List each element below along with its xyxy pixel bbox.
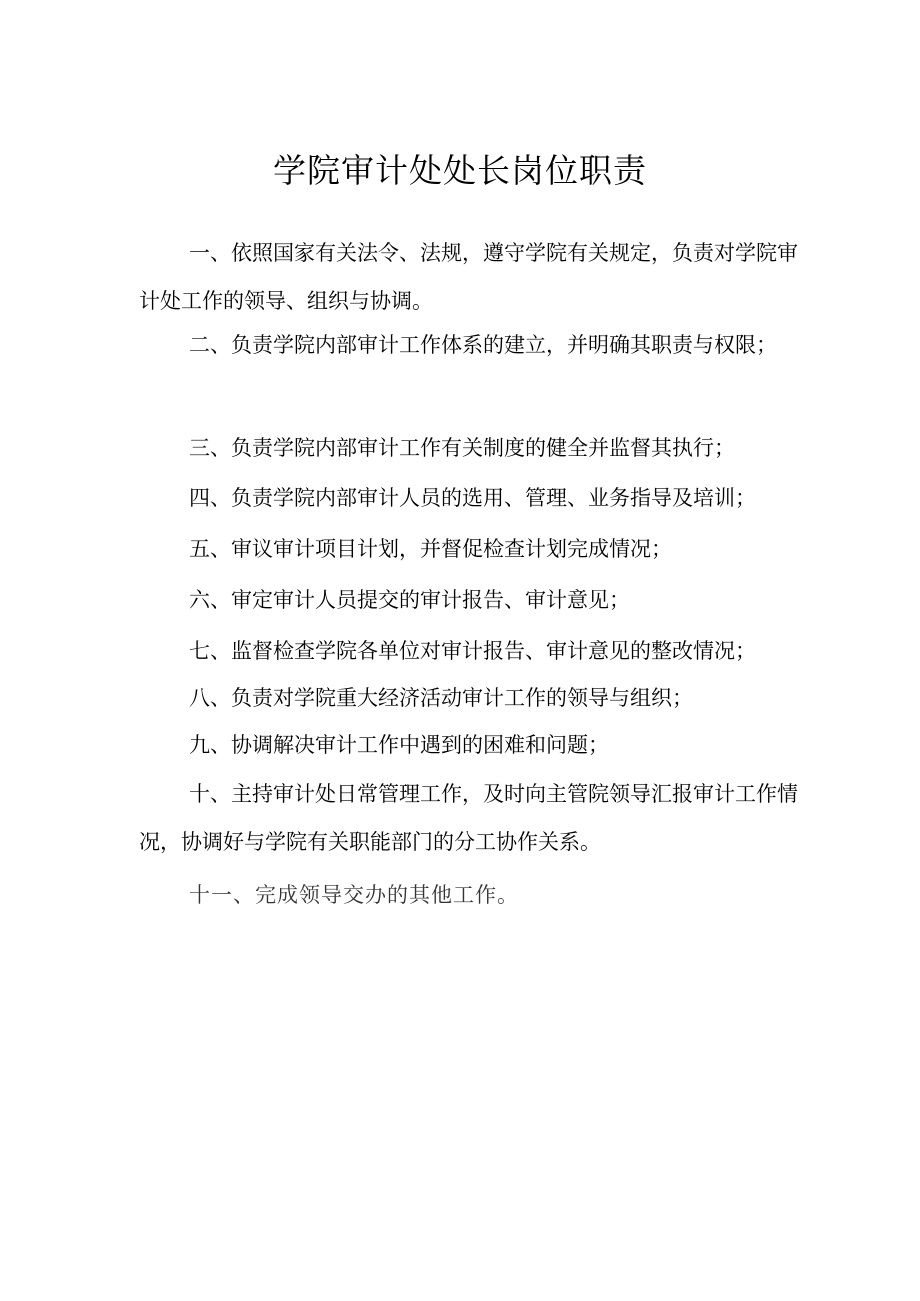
duty-item-2: 二、负责学院内部审计工作体系的建立，并明确其职责与权限； <box>189 333 777 357</box>
duty-item-5: 五、审议审计项目计划，并督促检查计划完成情况； <box>189 537 672 561</box>
duty-item-8: 八、负责对学院重大经济活动审计工作的领导与组织； <box>189 686 693 710</box>
duty-item-1: 一、依照国家有关法令、法规，遵守学院有关规定，负责对学院审计处工作的领导、组织与协调。 <box>139 241 798 313</box>
duty-item-11: 十一、完成领导交办的其他工作。 <box>189 883 519 907</box>
duty-item-7: 七、监督检查学院各单位对审计报告、审计意见的整改情况； <box>189 639 756 663</box>
document-title: 学院审计处处长岗位职责 <box>273 151 647 190</box>
duty-item-10: 十、主持审计处日常管理工作，及时向主管院领导汇报审计工作情况，协调好与学院有关职能部门的分工协作关系。 <box>139 782 798 854</box>
duty-item-3: 三、负责学院内部审计工作有关制度的健全并监督其执行； <box>189 436 735 460</box>
duty-item-9: 九、协调解决审计工作中遇到的困难和问题； <box>189 733 609 757</box>
duty-item-6: 六、审定审计人员提交的审计报告、审计意见； <box>189 588 630 612</box>
duty-item-4: 四、负责学院内部审计人员的选用、管理、业务指导及培训； <box>189 486 756 510</box>
